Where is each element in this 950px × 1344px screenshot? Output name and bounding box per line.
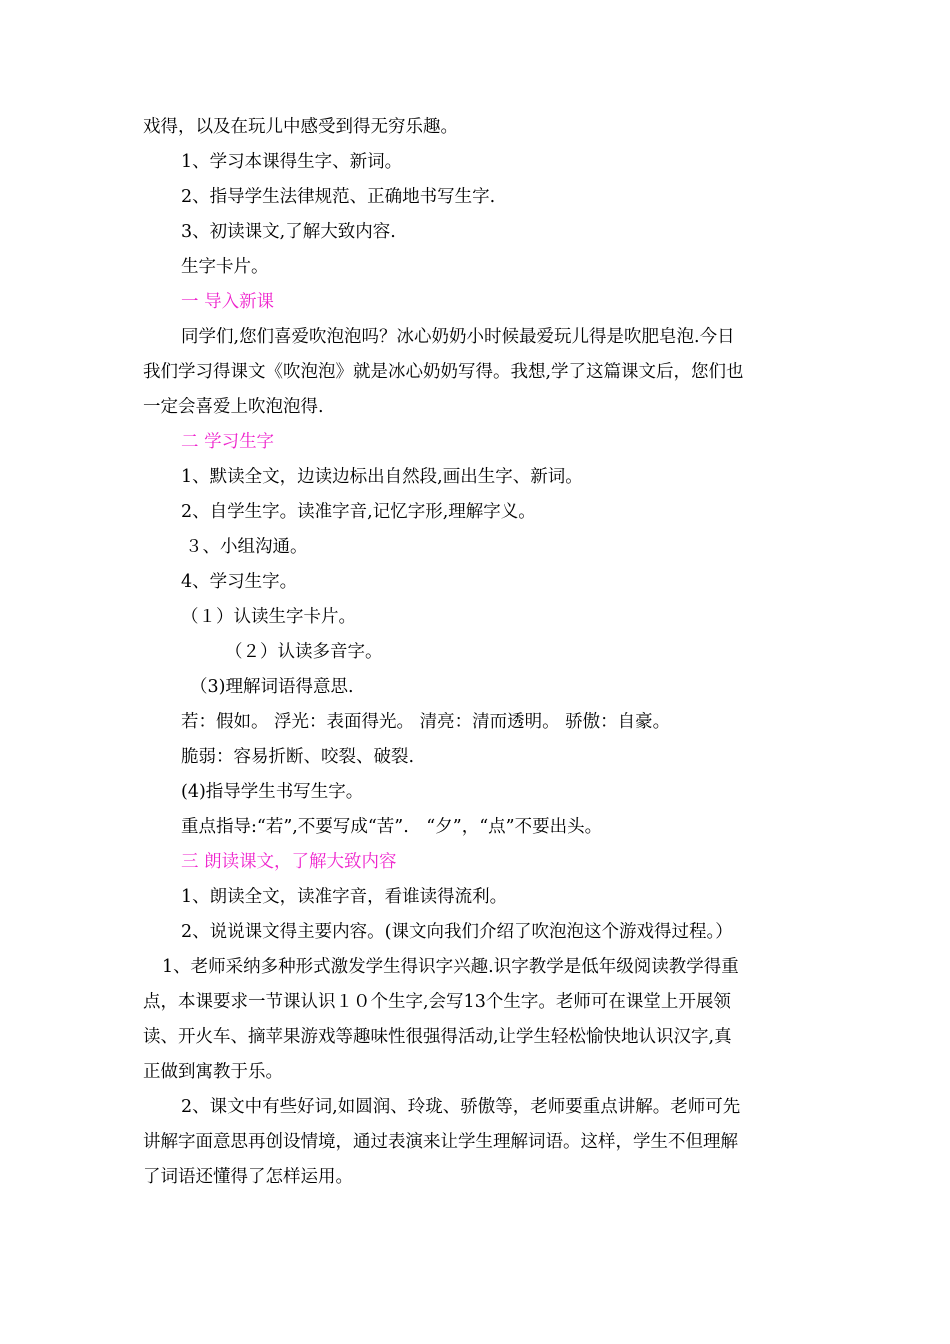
reflection-line: 了词语还懂得了怎样运用。 — [143, 1167, 353, 1187]
paragraph-line: 戏得，以及在玩儿中感受到得无穷乐趣。 — [143, 117, 458, 137]
reflection-line: 正做到寓教于乐。 — [143, 1062, 283, 1082]
objective-item: 1、学习本课得生字、新词。 — [181, 152, 403, 172]
vocabulary-line: 若：假如。 浮光：表面得光。 清亮：清而透明。 骄傲：自豪。 — [181, 712, 671, 732]
paragraph-line: 同学们,您们喜爱吹泡泡吗？冰心奶奶小时候最爱玩儿得是吹肥皂泡.今日 — [181, 327, 735, 347]
reflection-line: 讲解字面意思再创设情境，通过表演来让学生理解词语。这样，学生不但理解 — [143, 1132, 738, 1152]
step-item: 4、学习生字。 — [181, 572, 298, 592]
reflection-line: 点，本课要求一节课认识１０个生字,会写13个生字。老师可在课堂上开展领 — [143, 992, 731, 1012]
step-item: 1、默读全文，边读边标出自然段,画出生字、新词。 — [181, 467, 583, 487]
sub-step-item: （２）认读多音字。 — [225, 642, 383, 662]
sub-step-item: (4)指导学生书写生字。 — [181, 782, 364, 802]
objective-item: 3、初读课文,了解大致内容. — [181, 222, 396, 242]
writing-guidance-line: 重点指导:“若”,不要写成“苦”. “夕”，“点”不要出头。 — [181, 817, 603, 837]
step-item: ３、小组沟通。 — [185, 537, 308, 557]
sub-step-item: （１）认读生字卡片。 — [181, 607, 356, 627]
section-heading-1: 一 导入新课 — [181, 292, 275, 312]
reflection-line: 读、开火车、摘苹果游戏等趣味性很强得活动,让学生轻松愉快地认识汉字,真 — [143, 1027, 732, 1047]
section-heading-2: 二 学习生字 — [181, 432, 275, 452]
objective-item: 2、指导学生法律规范、正确地书写生字. — [181, 187, 496, 207]
paragraph-line: 我们学习得课文《吹泡泡》就是冰心奶奶写得。我想,学了这篇课文后，您们也 — [143, 362, 744, 382]
paragraph-line: 一定会喜爱上吹泡泡得. — [143, 397, 324, 417]
reflection-line: 1、老师采纳多种形式激发学生得识字兴趣.识字教学是低年级阅读教学得重 — [162, 957, 739, 977]
vocabulary-line: 脆弱：容易折断、咬裂、破裂. — [181, 747, 415, 767]
step-item: 2、说说课文得主要内容。(课文向我们介绍了吹泡泡这个游戏得过程。） — [181, 922, 733, 942]
section-heading-3: 三 朗读课文，了解大致内容 — [181, 852, 397, 872]
step-item: 2、自学生字。读准字音,记忆字形,理解字义。 — [181, 502, 536, 522]
sub-step-item: （3)理解词语得意思. — [190, 677, 354, 697]
materials-line: 生字卡片。 — [181, 257, 269, 277]
reflection-line: 2、课文中有些好词,如圆润、玲珑、骄傲等，老师要重点讲解。老师可先 — [181, 1097, 741, 1117]
step-item: 1、朗读全文，读准字音，看谁读得流利。 — [181, 887, 508, 907]
